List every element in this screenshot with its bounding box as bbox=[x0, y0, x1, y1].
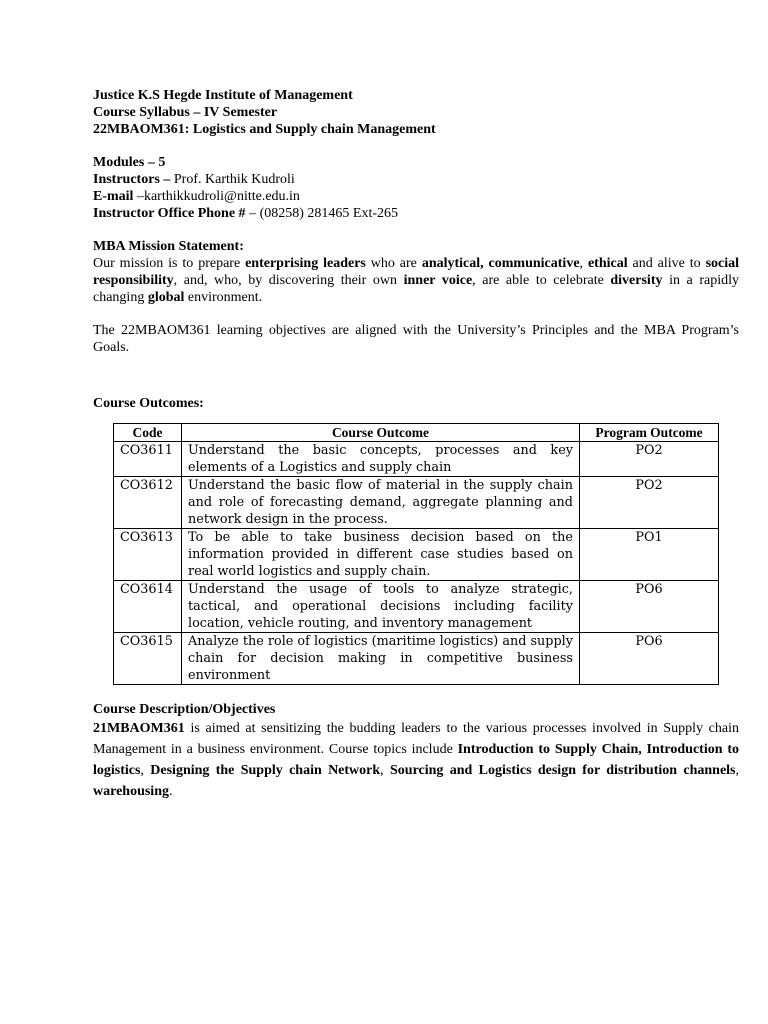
description-text-segment: , bbox=[140, 763, 151, 778]
description-text-segment: , bbox=[735, 763, 740, 778]
header-program-outcome: Program Outcome bbox=[580, 424, 719, 442]
header-course-outcome: Course Outcome bbox=[182, 424, 580, 442]
outcome-text: To be able to take business decision based on the information provided in different case studies based on real world logistics and supply chain. bbox=[182, 529, 580, 581]
mission-title: MBA Mission Statement: bbox=[93, 239, 244, 254]
course-description bbox=[93, 718, 739, 802]
mission-text-segment: enterprising leaders bbox=[245, 256, 366, 271]
program-outcome: PO6 bbox=[580, 581, 719, 633]
instructors-line bbox=[93, 171, 739, 188]
table-row bbox=[114, 477, 719, 529]
email-line bbox=[93, 188, 739, 205]
table-row bbox=[114, 581, 719, 633]
institute-name: Justice K.S Hegde Institute of Management bbox=[93, 88, 353, 103]
course-outcomes-table bbox=[113, 423, 719, 685]
syllabus-page bbox=[93, 87, 739, 802]
mission-text-segment: ethical bbox=[587, 256, 628, 271]
mission-text-segment: in a rapidly changing bbox=[93, 273, 739, 305]
outcome-code: CO3611 bbox=[114, 442, 182, 477]
instructors-label: Instructors – bbox=[93, 172, 171, 187]
course-title: 22MBAOM361: Logistics and Supply chain Management bbox=[93, 122, 436, 137]
description-text-segment: Introduction to Supply Chain, Introduction to logistics bbox=[93, 742, 739, 778]
phone-value: – (08258) 281465 Ext-265 bbox=[245, 206, 398, 221]
outcome-code: CO3614 bbox=[114, 581, 182, 633]
program-outcome: PO2 bbox=[580, 442, 719, 477]
outcome-text: Understand the usage of tools to analyze strategic, tactical, and operational decisions including facility location, vehicle routing, and inventory management bbox=[182, 581, 580, 633]
phone-line bbox=[93, 205, 739, 222]
email-label: E-mail bbox=[93, 189, 134, 204]
outcomes-title: Course Outcomes: bbox=[93, 396, 204, 411]
outcome-code: CO3613 bbox=[114, 529, 182, 581]
mission-text-segment: , and, who, by discovering their own bbox=[173, 273, 404, 288]
program-outcome: PO1 bbox=[580, 529, 719, 581]
description-text-segment: Designing the Supply chain Network bbox=[150, 763, 381, 778]
email-value: –karthikkudroli@nitte.edu.in bbox=[133, 189, 300, 204]
mission-text-segment: Our mission is to prepare bbox=[93, 256, 246, 271]
program-outcome: PO2 bbox=[580, 477, 719, 529]
mission-text-segment: social responsibility bbox=[93, 256, 740, 288]
mission-text-segment: global bbox=[147, 290, 185, 305]
outcome-text: Understand the basic flow of material in the supply chain and role of forecasting demand, aggregate planning and network design in the process. bbox=[182, 477, 580, 529]
outcome-code: CO3615 bbox=[114, 633, 182, 685]
syllabus-title: Course Syllabus – IV Semester bbox=[93, 105, 278, 120]
outcome-code: CO3612 bbox=[114, 477, 182, 529]
mission-text-segment: , bbox=[579, 256, 588, 271]
description-text-segment: is aimed at sensitizing the budding leaders to the various processes involved in Supply chain Management in a business environment. Course topics include bbox=[93, 721, 739, 757]
alignment-text: The 22MBAOM361 learning objectives are aligned with the University’s Principles and the MBA Program’s Goals. bbox=[93, 323, 739, 355]
instructors-value: Prof. Karthik Kudroli bbox=[170, 172, 295, 187]
mission-text-segment: environment. bbox=[184, 290, 263, 305]
table-header-row bbox=[114, 424, 719, 442]
outcome-text: Understand the basic concepts, processes and key elements of a Logistics and supply chain bbox=[182, 442, 580, 477]
mission-statement bbox=[93, 255, 739, 306]
description-title: Course Description/Objectives bbox=[93, 702, 276, 717]
header-code: Code bbox=[114, 424, 182, 442]
program-outcome: PO6 bbox=[580, 633, 719, 685]
mission-text-segment: inner voice bbox=[403, 273, 473, 288]
mission-text-segment: analytical, communicative bbox=[421, 256, 580, 271]
outcome-text: Analyze the role of logistics (maritime logistics) and supply chain for decision making in competitive business environment bbox=[182, 633, 580, 685]
description-text-segment: . bbox=[168, 784, 173, 799]
mission-text-segment: , are able to celebrate bbox=[472, 273, 611, 288]
mission-text-segment: who are bbox=[365, 256, 422, 271]
description-text-segment: , bbox=[380, 763, 390, 778]
phone-label: Instructor Office Phone # bbox=[93, 206, 246, 221]
table-row bbox=[114, 529, 719, 581]
mission-text-segment: diversity bbox=[610, 273, 663, 288]
modules-count: Modules – 5 bbox=[93, 155, 166, 170]
description-text-segment: 21MBAOM361 bbox=[93, 721, 185, 736]
mission-text-segment: and alive to bbox=[627, 256, 706, 271]
description-text-segment: Sourcing and Logistics design for distribution channels bbox=[390, 763, 736, 778]
table-row bbox=[114, 442, 719, 477]
table-row bbox=[114, 633, 719, 685]
description-text-segment: warehousing bbox=[93, 784, 169, 799]
